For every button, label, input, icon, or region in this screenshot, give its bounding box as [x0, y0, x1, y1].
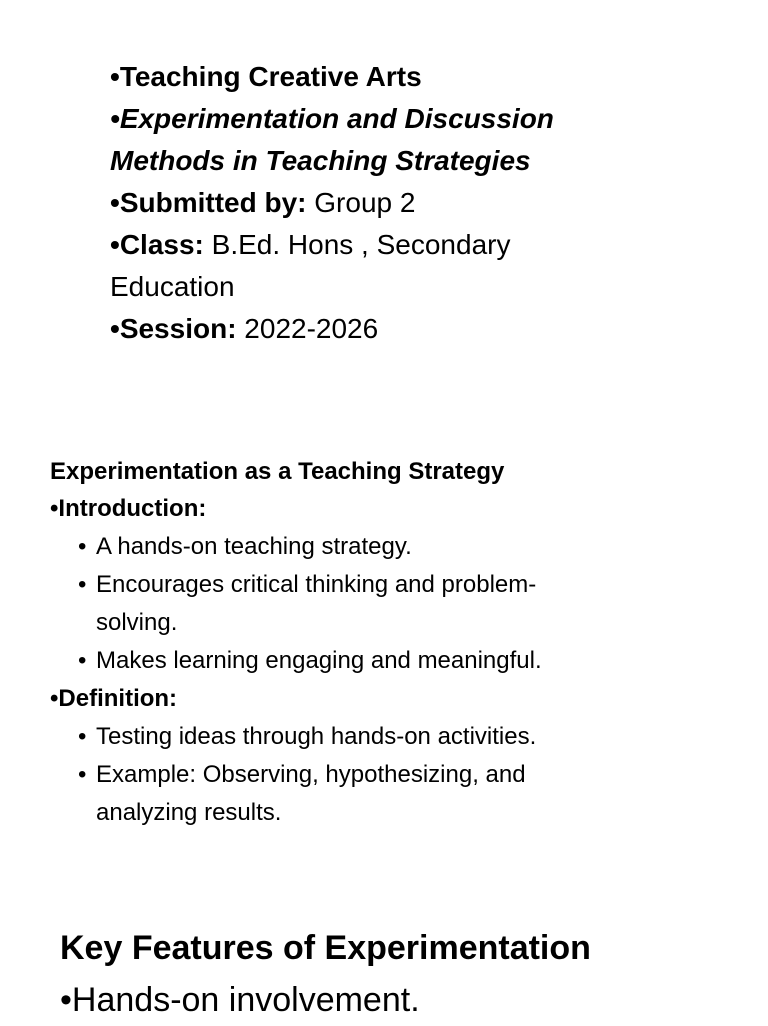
- bullet: •: [78, 647, 87, 674]
- bullet: •: [78, 571, 87, 598]
- session-value: 2022-2026: [236, 313, 379, 344]
- topic-title-line-1: [110, 98, 670, 140]
- list-item-text: Makes learning engaging and meaningful.: [96, 647, 542, 674]
- bullet: •: [110, 187, 120, 218]
- list-item: [78, 528, 768, 566]
- class-label: Class:: [119, 229, 204, 260]
- bullet: •: [78, 533, 87, 560]
- strategy-section: [0, 454, 768, 832]
- introduction-label-line: [50, 490, 768, 528]
- bullet: •: [110, 229, 120, 260]
- features-heading: Key Features of Experimentation: [60, 929, 591, 967]
- bullet: •: [50, 495, 59, 522]
- bullet: •: [60, 981, 72, 1019]
- list-item-text: [96, 756, 656, 832]
- list-item-text: Hands-on involvement.: [71, 981, 420, 1019]
- list-item-text: [96, 566, 656, 642]
- list-item-text-line-1: Example: Observing, hypothesizing, and: [96, 761, 526, 788]
- bullet: •: [78, 723, 87, 750]
- list-item-text: A hands-on teaching strategy.: [96, 533, 412, 560]
- topic-title-text-1: Experimentation and Discussion: [119, 103, 554, 134]
- bullet: •: [110, 103, 120, 134]
- cover-section: [0, 56, 768, 350]
- list-item: [60, 974, 768, 1026]
- course-title: [110, 56, 670, 98]
- list-item: [78, 566, 768, 642]
- list-item: [78, 756, 768, 832]
- list-item-text-line-1: Encourages critical thinking and problem-: [96, 571, 537, 598]
- list-item-text-line-2: solving.: [96, 609, 178, 636]
- submitted-by-label: Submitted by:: [119, 187, 307, 218]
- class-line: [110, 224, 670, 266]
- list-item: [78, 642, 768, 680]
- submitted-by-line: [110, 182, 670, 224]
- bullet: •: [110, 313, 120, 344]
- course-title-text: Teaching Creative Arts: [119, 61, 422, 92]
- class-value-2: Education: [110, 271, 235, 302]
- submitted-by-value: Group 2: [306, 187, 416, 218]
- definition-label-line: [50, 680, 768, 718]
- bullet: •: [78, 761, 87, 788]
- features-section: [0, 922, 768, 1026]
- definition-label: Definition:: [58, 685, 178, 712]
- list-item-text-line-2: analyzing results.: [96, 799, 282, 826]
- class-value-1: B.Ed. Hons , Secondary: [203, 229, 511, 260]
- strategy-heading: Experimentation as a Teaching Strategy: [50, 458, 505, 485]
- topic-title-line-2: Methods in Teaching Strategies: [110, 145, 531, 176]
- session-label: Session:: [119, 313, 237, 344]
- session-line: [110, 308, 670, 350]
- introduction-label: Introduction:: [58, 495, 207, 522]
- list-item: [78, 718, 768, 756]
- bullet: •: [50, 685, 59, 712]
- list-item-text: Testing ideas through hands-on activities.: [96, 723, 537, 750]
- bullet: •: [110, 61, 120, 92]
